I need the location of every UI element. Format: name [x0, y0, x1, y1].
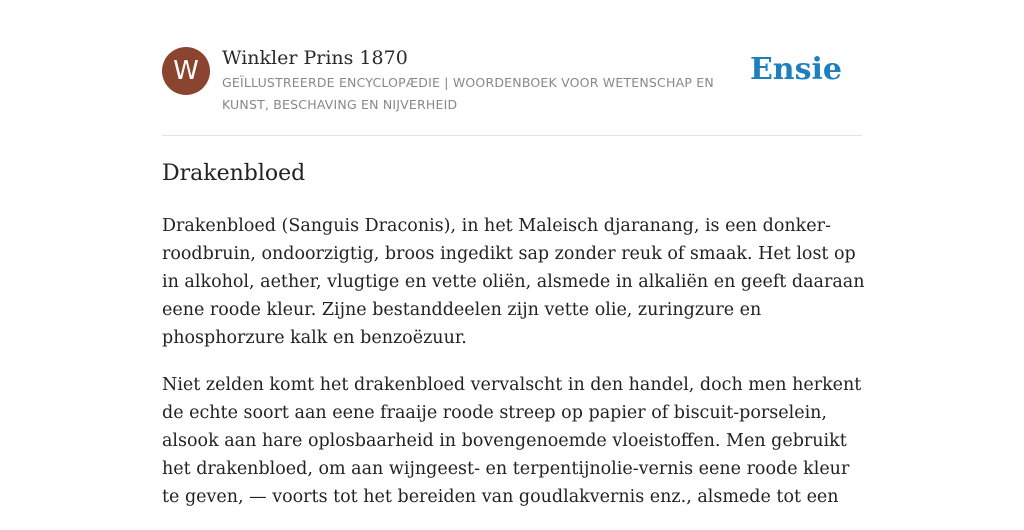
- entry-paragraph: Drakenbloed (Sanguis Draconis), in het Maleisch djaranang, is een donker-roodbruin, ondoorzigtig, broos ingedikt sap zonder reuk of smaak. Het lost op in alkohol, aether, vlugtige en vette oliën, alsmede in alkaliën en geeft daaraan eene roode kleur. Zijne bestanddeelen zijn vette olie, zuringzure en phosphorzure kalk en benzoëzuur.: [162, 216, 865, 348]
- ensie-logo[interactable]: Ensie: [749, 52, 842, 87]
- entry-paragraph: Niet zelden komt het drakenbloed vervalscht in den handel, doch men herkent de echte soort aan eene fraaije roode streep op papier of biscuit-porselein, alsook aan hare oplosbaarheid in bovengenoemde vloeistoffen. Men gebruikt het drakenbloed, om aan wijngeest- en terpentijnolie-vernis eene roode kleur te geven, — voorts tot het bereiden van goudlakvernis enz., alsmede tot een: [162, 375, 862, 507]
- source-title[interactable]: Winkler Prins 1870: [222, 47, 408, 69]
- source-subtitle: GEÏLLUSTREERDE ENCYCLOPÆDIE | WOORDENBOEK VOOR WETENSCHAP EN KUNST, BESCHAVING EN NIJVERHEID: [222, 75, 714, 112]
- entry-title: Drakenbloed: [162, 161, 306, 186]
- entry-body: [162, 212, 867, 530]
- source-avatar[interactable]: W: [162, 47, 210, 95]
- source-header: [162, 0, 862, 136]
- article-page: [162, 0, 865, 507]
